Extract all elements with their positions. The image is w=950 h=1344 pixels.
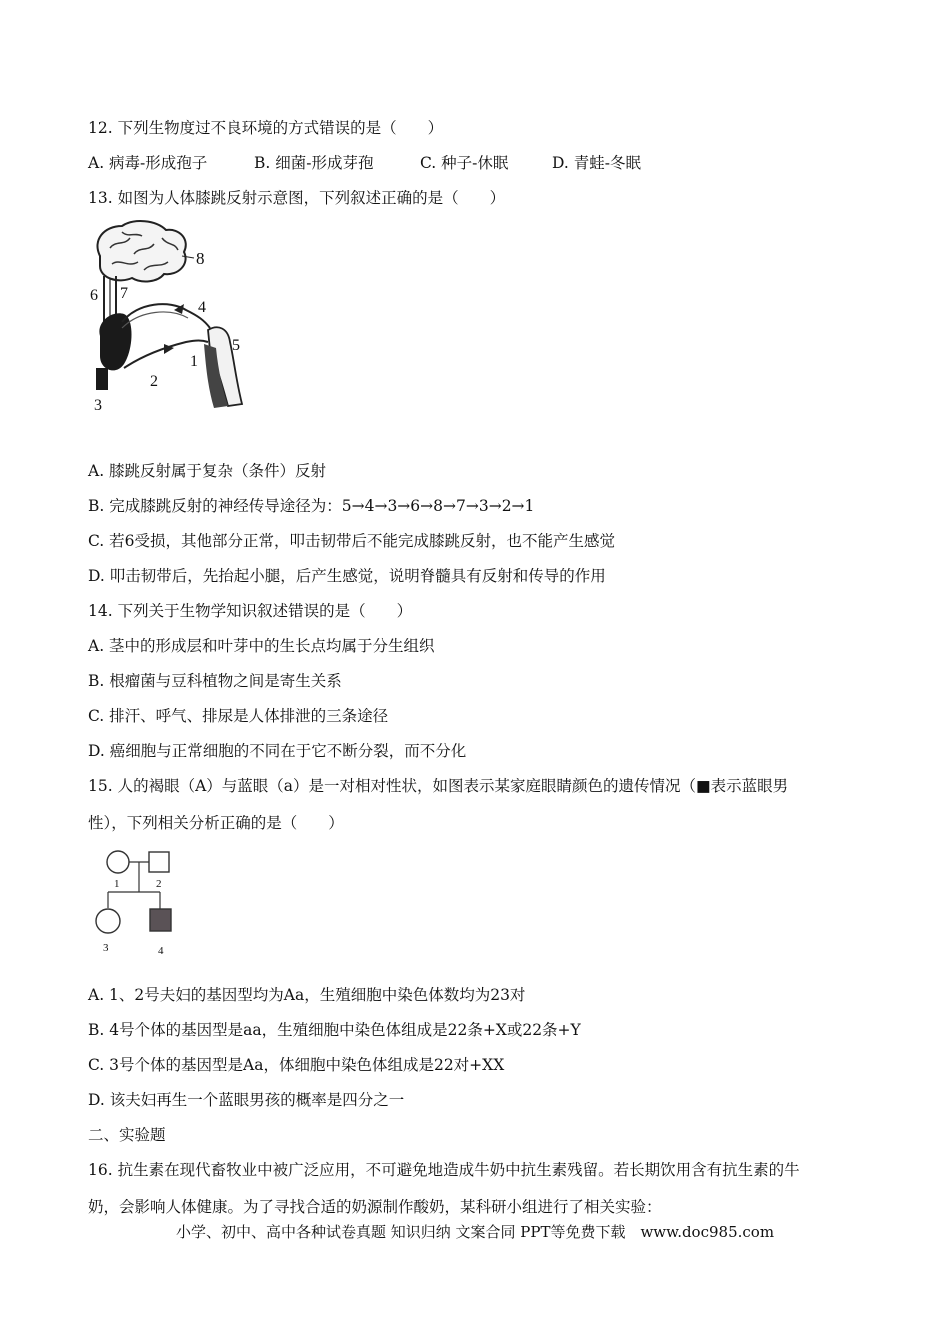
- q15-option-b: B. 4号个体的基因型是aa，生殖细胞中染色体组成是22条+X或22条+Y: [88, 1021, 581, 1039]
- q14-option-b: B. 根瘤菌与豆科植物之间是寄生关系: [88, 672, 342, 690]
- q16-line1: 16. 抗生素在现代畜牧业中被广泛应用，不可避免地造成牛奶中抗生素残留。若长期饮用含有抗生素的牛: [88, 1161, 800, 1179]
- q15-option-a: A. 1、2号夫妇的基因型均为Aa，生殖细胞中染色体数均为23对: [88, 986, 526, 1004]
- pedigree-label-1: 1: [114, 878, 120, 890]
- q15-stem-line1: 15. 人的褐眼（A）与蓝眼（a）是一对相对性状，如图表示某家庭眼睛颜色的遗传情况（■表示蓝眼男: [88, 777, 789, 795]
- q12-option-a: A. 病毒-形成孢子: [88, 154, 208, 172]
- pedigree-label-3: 3: [103, 942, 109, 954]
- q12-stem: 12. 下列生物度过不良环境的方式错误的是（ ）: [88, 119, 444, 137]
- q15-option-d: D. 该夫妇再生一个蓝眼男孩的概率是四分之一: [88, 1091, 405, 1109]
- pedigree-label-2: 2: [156, 878, 162, 890]
- q13-option-d: D. 叩击韧带后，先抬起小腿，后产生感觉，说明脊髓具有反射和传导的作用: [88, 567, 606, 585]
- q13-option-c: C. 若6受损，其他部分正常，叩击韧带后不能完成膝跳反射，也不能产生感觉: [88, 532, 616, 550]
- q13-stem: 13. 如图为人体膝跳反射示意图，下列叙述正确的是（ ）: [88, 189, 506, 207]
- label-6: 6: [90, 287, 98, 304]
- pedigree-female-3: [96, 909, 120, 933]
- label-2: 2: [150, 373, 158, 390]
- q13-option-a: A. 膝跳反射属于复杂（条件）反射: [88, 462, 327, 480]
- label-7: 7: [120, 285, 128, 302]
- q16-line2: 奶，会影响人体健康。为了寻找合适的奶源制作酸奶，某科研小组进行了相关实验：: [88, 1198, 662, 1216]
- pedigree-label-4: 4: [158, 945, 164, 957]
- pedigree-male-2: [149, 852, 169, 872]
- q15-option-c: C. 3号个体的基因型是Aa，体细胞中染色体组成是22对+XX: [88, 1056, 505, 1074]
- q15-stem-line2: 性），下列相关分析正确的是（ ）: [88, 814, 344, 832]
- q12-option-c: C. 种子-休眠: [420, 154, 509, 172]
- label-5: 5: [232, 337, 240, 354]
- section-title: 二、实验题: [88, 1126, 166, 1144]
- label-3: 3: [94, 397, 102, 414]
- pedigree-female-1: [107, 851, 129, 873]
- knee-jerk-reflex-diagram: [82, 218, 252, 418]
- label-8: 8: [196, 249, 205, 268]
- footer-watermark: 小学、初中、高中各种试卷真题 知识归纳 文案合同 PPT等免费下载 www.doc985.com: [175, 1223, 775, 1241]
- q13-option-b: B. 完成膝跳反射的神经传导途径为：5→4→3→6→8→7→3→2→1: [88, 497, 535, 515]
- label-1: 1: [190, 353, 198, 370]
- q14-option-a: A. 茎中的形成层和叶芽中的生长点均属于分生组织: [88, 637, 435, 655]
- q12-options: [88, 153, 641, 173]
- q12-option-b: B. 细菌-形成芽孢: [254, 154, 374, 172]
- q14-option-c: C. 排汗、呼气、排尿是人体排泄的三条途径: [88, 707, 389, 725]
- pedigree-chart: [90, 846, 190, 962]
- q12-option-d: D. 青蛙-冬眠: [552, 154, 641, 172]
- label-4: 4: [198, 299, 206, 316]
- q14-stem: 14. 下列关于生物学知识叙述错误的是（ ）: [88, 602, 413, 620]
- q14-option-d: D. 癌细胞与正常细胞的不同在于它不断分裂，而不分化: [88, 742, 467, 760]
- pedigree-male-4-blue-eyed: [150, 909, 171, 931]
